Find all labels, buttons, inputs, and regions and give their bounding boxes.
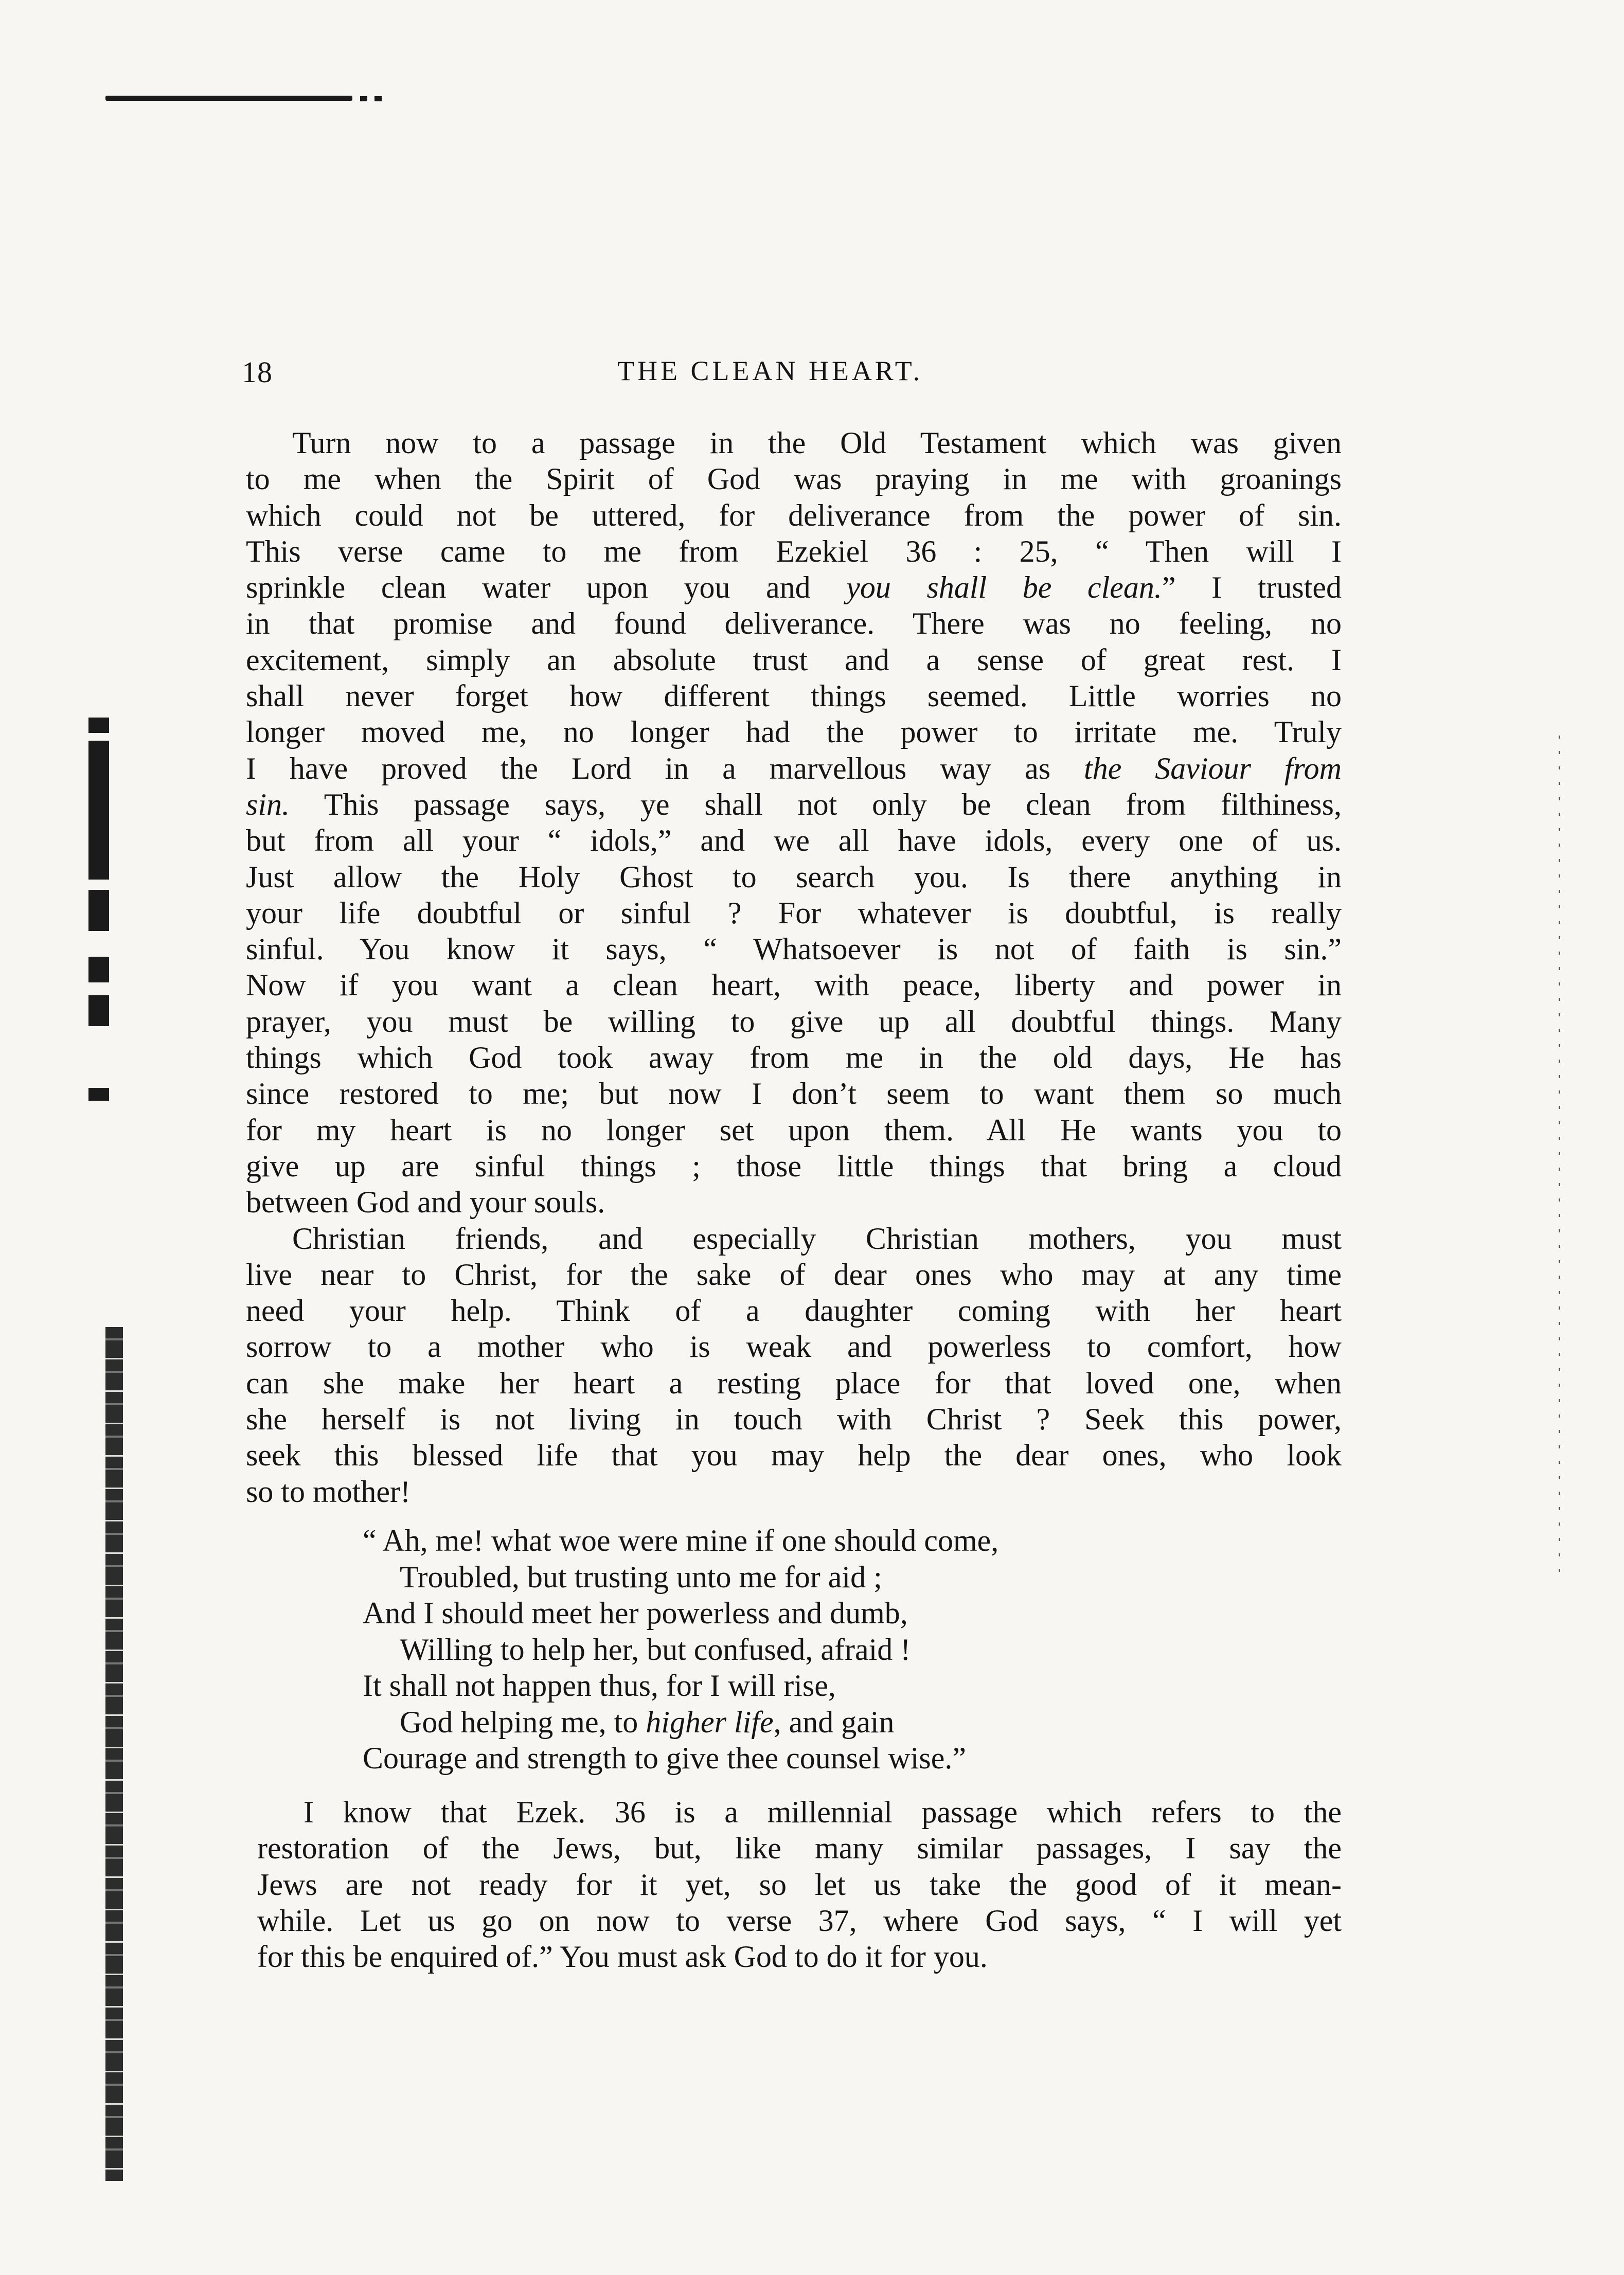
text-line: Christian friends, and especially Christian mothers, you must [292,1221,1342,1256]
text-line: for this be enquired of.” You must ask God to do it for you. [257,1940,988,1974]
scan-artifact-dot [360,96,367,101]
scan-artifact-dot [374,96,382,101]
text-line: need your help. Think of a daughter coming with her heart [246,1294,1342,1328]
text-line: but from all your “ idols,” and we all have idols, every one of us. [246,823,1342,858]
scan-artifact-mark [88,995,109,1026]
scan-artifact-mark [88,741,109,880]
text-line: excitement, simply an absolute trust and a sense of great rest. I [246,642,1342,677]
scan-artifact-edge [105,1327,123,2181]
text-run: sprinkle clean water upon you and [246,570,847,605]
text-line: between God and your souls. [246,1185,605,1220]
scan-artifact-mark [88,1088,109,1101]
text-line [246,786,1342,822]
body-text [246,425,1342,1510]
text-line: shall never forget how different things seemed. Little worries no [246,679,1342,713]
text-line: she herself is not living in touch with Christ ? Seek this power, [246,1402,1342,1437]
text-run: I have proved the Lord in a marvellous way as [246,751,1084,785]
text-line: sorrow to a mother who is weak and powerless to comfort, how [246,1330,1342,1364]
text-line: things which God took away from me in the old days, He has [246,1041,1342,1075]
text-line: live near to Christ, for the sake of dear ones who may at any time [246,1257,1342,1292]
text-run: , and gain [773,1705,895,1739]
text-line: restoration of the Jews, but, like many similar passages, I say the [257,1831,1342,1866]
text-run: ” I trusted [1162,570,1342,605]
scan-artifact-mark [88,718,109,733]
text-line: sinful. You know it says, “ Whatsoever is not of faith is sin.” [246,932,1342,966]
text-line: while. Let us go on now to verse 37, where God says, “ I will yet [257,1903,1342,1938]
text-line: to me when the Spirit of God was praying in me with groanings [246,462,1342,496]
poem-line: “ Ah, me! what woe were mine if one should come, [363,1524,999,1557]
scan-artifact-mark [88,957,109,982]
poem-line [363,1704,998,1741]
text-run: This passage says, ye shall not only be clean from filthiness, [290,787,1342,821]
scan-artifact-mark [88,890,109,931]
poem [363,1522,998,1777]
running-title: THE CLEAN HEART. [617,355,923,386]
text-run: God helping me, to [400,1705,646,1739]
text-line [246,750,1342,786]
text-line: your life doubtful or sinful ? For whatever is doubtful, is really [246,895,1342,930]
text-line: Turn now to a passage in the Old Testament which was given [292,426,1342,460]
text-line: so to mother! [246,1474,411,1509]
italic-run: higher life [646,1705,774,1739]
text-line: since restored to me; but now I don’t seem to want them so much [246,1077,1342,1111]
poem-line: Willing to help her, but confused, afraid ! [400,1632,911,1667]
text-line: give up are sinful things ; those little things that bring a cloud [246,1149,1342,1183]
running-head [242,355,1353,396]
text-line: for my heart is no longer set upon them. All He wants you to [246,1113,1342,1147]
text-line: seek this blessed life that you may help the dear ones, who look [246,1438,1342,1473]
italic-run: you shall be clean. [846,570,1162,605]
text-line: This verse came to me from Ezekiel 36 : 25, “ Then will I [246,534,1342,568]
poem-line: It shall not happen thus, for I will rise, [363,1669,836,1703]
text-line: Now if you want a clean heart, with peace, liberty and power in [246,968,1342,1002]
text-line: prayer, you must be willing to give up all doubtful things. Many [246,1004,1342,1038]
text-line: Just allow the Holy Ghost to search you. Is there anything in [246,859,1342,894]
page-number: 18 [242,355,273,389]
scan-artifact-rule [105,96,352,101]
text-line: which could not be uttered, for deliverance from the power of sin. [246,498,1342,532]
text-line: I know that Ezek. 36 is a millennial passage which refers to the [304,1795,1342,1829]
closing-paragraph [257,1794,1342,1975]
italic-run: the Saviour from [1084,751,1342,785]
text-line: Jews are not ready for it yet, so let us take the good of it mean- [257,1867,1342,1902]
text-line: can she make her heart a resting place for that loved one, when [246,1366,1342,1400]
text-line [246,569,1342,605]
poem-line: And I should meet her powerless and dumb, [363,1596,908,1630]
poem-line: Courage and strength to give thee counsel wise.” [363,1741,966,1775]
scan-artifact-dots [1559,736,1560,1584]
poem-line: Troubled, but trusting unto me for aid ; [400,1560,882,1594]
text-line: longer moved me, no longer had the power to irritate me. Truly [246,715,1342,749]
italic-run: sin. [246,787,290,821]
text-line: in that promise and found deliverance. There was no feeling, no [246,606,1342,641]
